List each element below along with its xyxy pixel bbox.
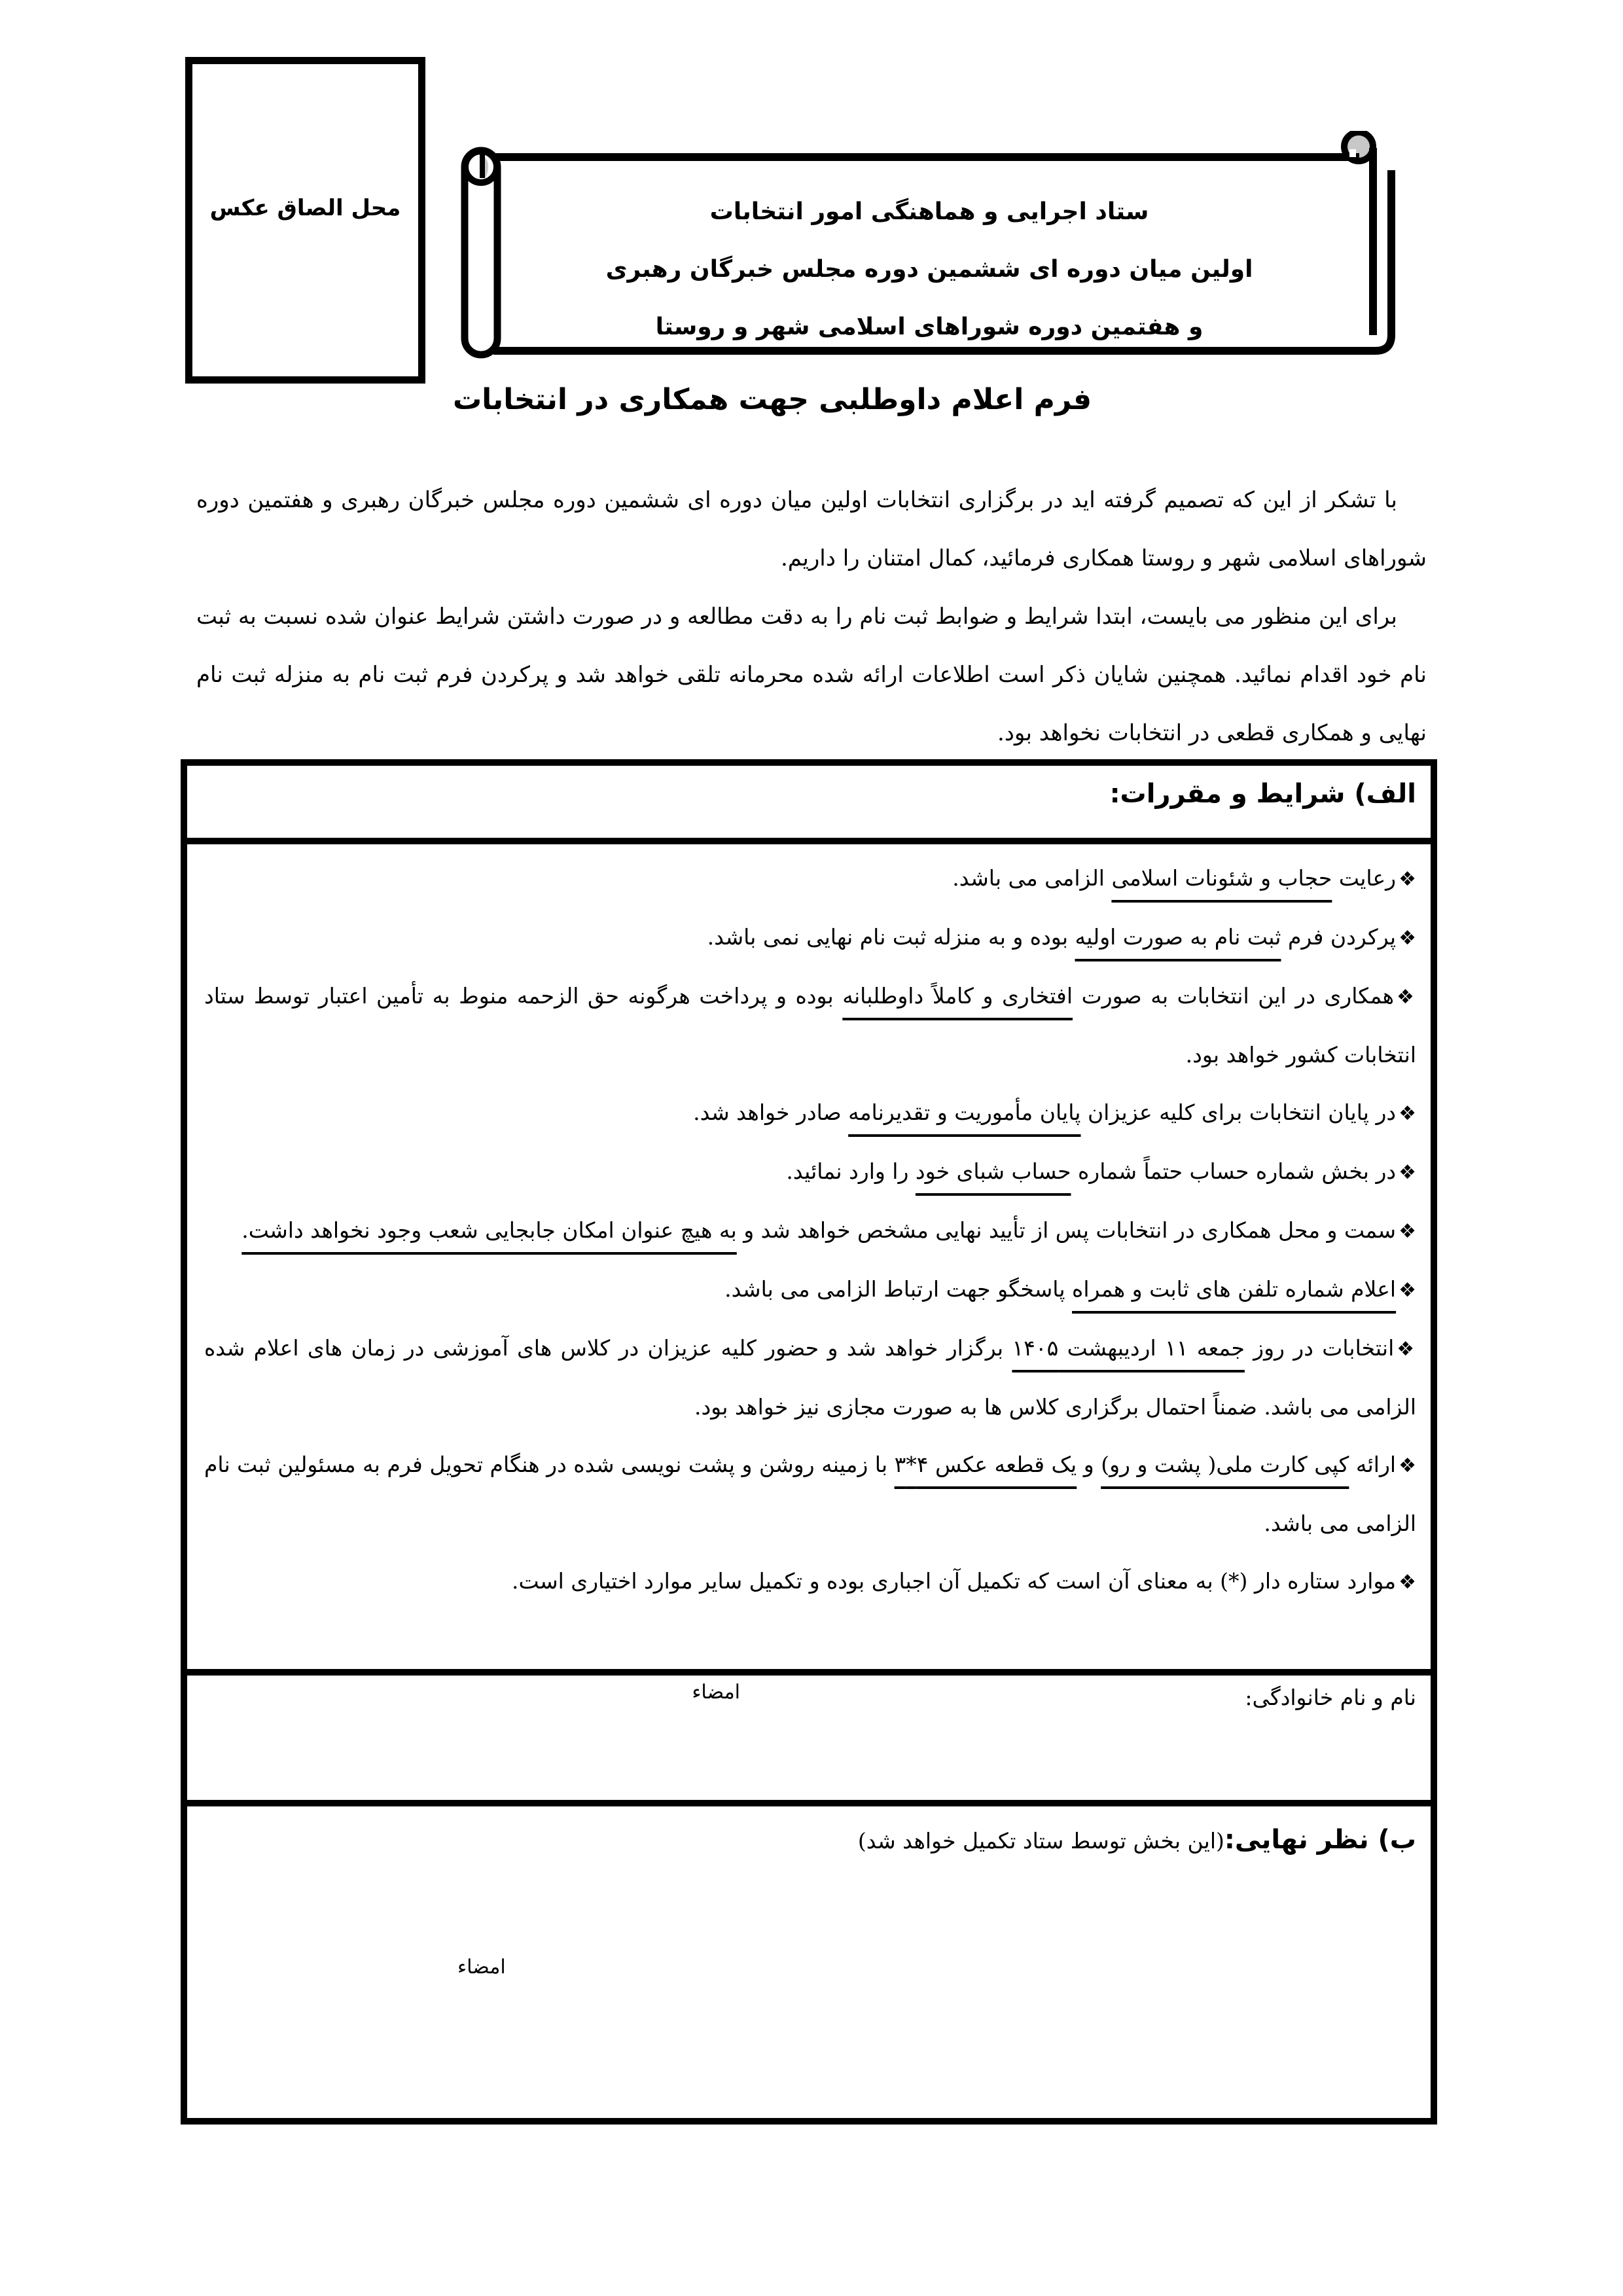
section-a-title: الف) شرایط و مقررات: [1109,779,1416,809]
condition-text: و [1077,1452,1101,1477]
form-title: فرم اعلام داوطلبی جهت همکاری در انتخابات [452,383,1092,416]
banner-text [484,183,1374,356]
condition-text: برگزار خواهد شد و حضور کلیه عزیزان در کلاس های آموزشی در زمان های اعلام شده الزامی می باشد. ضمناً احتمال برگزاری کلاس ها به صورت مجازی نیز خواهد بود. [204,1335,1416,1420]
condition-item [204,1436,1416,1552]
condition-emphasis: اعلام شماره تلفن های ثابت و همراه [1072,1276,1397,1302]
condition-item [204,1202,1416,1261]
condition-text: انتخابات در روز [1244,1335,1395,1361]
banner-line-3: و هفتمین دوره شوراهای اسلامی شهر و روستا [655,314,1204,340]
condition-emphasis: حجاب و شئونات اسلامی [1111,865,1332,891]
condition-emphasis: یک قطعه عکس ۴*۳ [894,1452,1077,1477]
condition-emphasis: کپی کارت ملی( پشت و رو) [1101,1452,1349,1477]
condition-text: رعایت [1332,865,1397,891]
conditions-list [187,838,1431,1611]
condition-item [204,967,1416,1084]
condition-emphasis: حساب شبای خود [915,1158,1071,1184]
condition-text: در پایان انتخابات برای کلیه عزیزان [1080,1100,1397,1125]
header-banner [445,131,1414,367]
section-b-title: ب) نظر نهایی: [1224,1825,1416,1855]
four-diamond-bullet-icon: ❖ [1397,1338,1416,1361]
condition-text: همکاری در این انتخابات به صورت [1073,983,1395,1009]
condition-item [204,1261,1416,1319]
condition-item [204,850,1416,908]
condition-item [204,1552,1416,1611]
four-diamond-bullet-icon: ❖ [1399,1571,1416,1594]
condition-emphasis: ثبت نام به صورت اولیه [1075,924,1281,950]
form-table [181,759,1437,2125]
intro-paragraph-2: برای این منظور می بایست، ابتدا شرایط و ضوابط ثبت نام را به دقت مطالعه و در صورت داشتن شرایط عنوان شده نسبت به ثبت نام خود اقدام نمائید. همچنین شایان ذکر است اطلاعات ارائه شده محرمانه تلقی خواهد شد و پرکردن فرم ثبت نام به منزله ثبت نام نهایی و همکاری قطعی در انتخابات نخواهد بود. [196,603,1427,746]
condition-text: الزامی می باشد. [952,865,1112,891]
four-diamond-bullet-icon: ❖ [1399,927,1416,950]
condition-text: موارد ستاره دار (*) به معنای آن است که تکمیل آن اجباری بوده و تکمیل سایر موارد اختیاری است. [512,1568,1397,1594]
four-diamond-bullet-icon: ❖ [1399,1220,1416,1243]
condition-text: را وارد نمائید. [786,1158,916,1184]
four-diamond-bullet-icon: ❖ [1397,986,1416,1009]
condition-emphasis: افتخاری و کاملاً داوطلبانه [842,983,1073,1009]
condition-text: بوده و به منزله ثبت نام نهایی نمی باشد. [707,924,1075,950]
condition-item [204,1319,1416,1436]
banner-line-1: ستاد اجرایی و هماهنگی امور انتخابات [709,198,1149,225]
four-diamond-bullet-icon: ❖ [1399,1279,1416,1302]
photo-placeholder-box[interactable] [185,57,425,384]
condition-text: بوده و پرداخت هرگونه حق الزحمه منوط به تأمین اعتبار توسط ستاد انتخابات کشور خواهد بود. [204,983,1416,1067]
condition-item [204,1084,1416,1143]
four-diamond-bullet-icon: ❖ [1399,868,1416,891]
final-opinion-row [187,1806,1431,2118]
condition-text: با زمینه روشن و پشت نویسی شده در هنگام تحویل فرم به مسئولین ثبت نام الزامی می باشد. [204,1452,1416,1536]
intro-paragraph-1: با تشکر از این که تصمیم گرفته اید در برگزاری انتخابات اولین میان دوره ای ششمین دوره مجلس خبرگان رهبری و هفتمین دوره شوراهای اسلامی شهر و روستا همکاری فرمائید، کمال امتنان را داریم. [196,487,1427,571]
photo-placeholder-label: محل الصاق عکس [209,195,401,221]
condition-item [204,908,1416,967]
applicant-signature-label: امضاء [692,1681,740,1704]
banner-line-2: اولین میان دوره ای ششمین دوره مجلس خبرگان رهبری [605,256,1253,283]
full-name-label: نام و نام خانوادگی: [1245,1685,1416,1710]
condition-item [204,1143,1416,1202]
office-signature-label: امضاء [457,1956,506,1979]
condition-text: در بخش شماره حساب حتماً شماره [1071,1158,1397,1184]
four-diamond-bullet-icon: ❖ [1399,1161,1416,1184]
condition-emphasis: پایان مأموریت و تقدیرنامه [848,1100,1081,1125]
condition-emphasis: به هیچ عنوان امکان جابجایی شعب وجود نخواهد داشت. [241,1217,737,1243]
condition-text: سمت و محل همکاری در انتخابات پس از تأیید نهایی مشخص خواهد شد و [736,1217,1397,1243]
four-diamond-bullet-icon: ❖ [1399,1102,1416,1125]
name-signature-row [187,1669,1431,1806]
intro-text [196,471,1427,762]
section-b-note: (این بخش توسط ستاد تکمیل خواهد شد) [857,1828,1224,1854]
condition-emphasis: جمعه ۱۱ اردیبهشت ۱۴۰۵ [1012,1335,1245,1361]
condition-text: پرکردن فرم [1281,924,1397,950]
condition-text: صادر خواهد شد. [693,1100,849,1125]
condition-text: پاسخگو جهت ارتباط الزامی می باشد. [724,1276,1073,1302]
section-a-header-row [187,766,1431,844]
conditions-row [187,838,1431,1676]
section-b-heading [858,1825,1416,1855]
condition-text: ارائه [1349,1452,1397,1477]
four-diamond-bullet-icon: ❖ [1399,1454,1416,1477]
